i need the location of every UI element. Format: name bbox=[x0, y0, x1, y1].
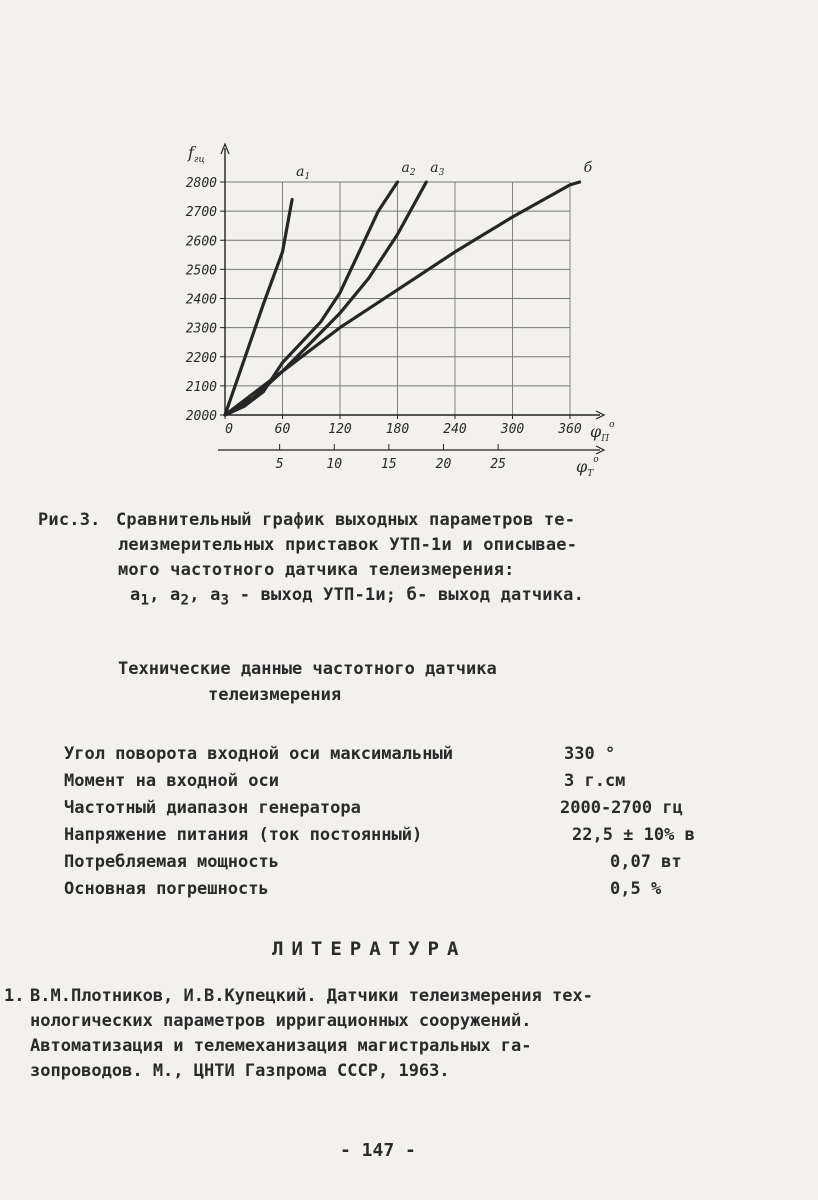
x-secondary-tick-label: 15 bbox=[381, 457, 397, 472]
caption-line-4 bbox=[38, 583, 778, 613]
x-secondary-tick-label: 20 bbox=[435, 457, 452, 472]
series-line-a1 bbox=[225, 200, 292, 416]
y-axis-label: $f_{гц}$ bbox=[188, 143, 205, 165]
y-tick-label: 2800 bbox=[185, 176, 217, 191]
x-secondary-axis-label: $\varphi_Т^o$ bbox=[576, 455, 599, 479]
x-axis-label-superscript: o bbox=[609, 420, 615, 430]
comparison-chart bbox=[160, 130, 630, 490]
specs-heading-line-1: Технические данные частотного датчика bbox=[118, 659, 497, 679]
spec-label: Угол поворота входной оси максимальный bbox=[64, 744, 453, 764]
caption-line-1: Сравнительный график выходных параметров те- bbox=[116, 510, 576, 530]
y-tick-label: 2500 bbox=[185, 263, 217, 279]
chart-axes bbox=[218, 144, 604, 454]
y-tick-label: 2100 bbox=[185, 379, 217, 395]
x-secondary-tick-label: 10 bbox=[326, 457, 343, 472]
spec-row bbox=[64, 825, 764, 852]
reference-line-1: В.М.Плотников, И.В.Купецкий. Датчики телеизмерения тех- bbox=[30, 986, 593, 1006]
spec-label: Напряжение питания (ток постоянный) bbox=[64, 825, 423, 845]
y-axis-label-subscript: гц bbox=[193, 155, 205, 165]
y-tick-label: 2000 bbox=[185, 409, 217, 424]
spec-value: 22,5 ± 10% в bbox=[572, 825, 695, 845]
specs-table bbox=[64, 744, 764, 906]
reference-line-3: Автоматизация и телемеханизация магистральных га- bbox=[30, 1036, 532, 1056]
caption-sep-1: , a bbox=[149, 585, 181, 605]
x-tick-label: 360 bbox=[558, 422, 582, 437]
x-tick-label: 240 bbox=[443, 422, 467, 437]
caption-line-4-rest: - выход УТП-1и; б- выход датчика. bbox=[229, 585, 585, 605]
spec-value: 0,5 % bbox=[610, 879, 662, 899]
spec-row bbox=[64, 798, 764, 825]
x-secondary-axis-label-superscript: o bbox=[593, 455, 599, 465]
spec-value: 330 ° bbox=[564, 744, 616, 764]
spec-label: Частотный диапазон генератора bbox=[64, 798, 361, 818]
spec-row bbox=[64, 771, 764, 798]
series-label-subscript: 3 bbox=[438, 168, 445, 178]
caption-line-2: леизмерительных приставок УТП-1и и описывае- bbox=[118, 535, 578, 555]
spec-row bbox=[64, 879, 764, 906]
spec-row bbox=[64, 744, 764, 771]
spec-value: 0,07 вт bbox=[610, 852, 682, 872]
x-axis-label-subscript: П bbox=[601, 434, 610, 444]
reference-number: 1. bbox=[4, 986, 25, 1006]
x-secondary-tick-label: 5 bbox=[275, 457, 284, 472]
figure-caption bbox=[38, 508, 778, 613]
x-tick-label: 60 bbox=[274, 422, 291, 437]
spec-label: Момент на входной оси bbox=[64, 771, 279, 791]
series-label-subscript: 1 bbox=[304, 172, 311, 182]
x-secondary-tick-labels bbox=[276, 444, 506, 472]
series-label-subscript: 2 bbox=[409, 168, 416, 178]
x-axis-label: $\varphi_П^o$ bbox=[590, 420, 615, 444]
x-tick-label: 300 bbox=[500, 422, 525, 437]
series-label-a1: $a_1$ bbox=[296, 164, 311, 182]
x-tick-label: 120 bbox=[328, 422, 352, 437]
specs-heading-line-2: телеизмерения bbox=[208, 685, 342, 705]
spec-label: Основная погрешность bbox=[64, 879, 269, 899]
y-tick-label: 2400 bbox=[185, 292, 217, 308]
series-label-a2: $a_2$ bbox=[401, 160, 416, 178]
y-tick-label: 2700 bbox=[185, 205, 217, 221]
caption-label: Рис.3. bbox=[38, 510, 101, 530]
reference-line-2: нологических параметров ирригационных сооружений. bbox=[30, 1011, 532, 1031]
spec-value: 2000-2700 гц bbox=[560, 798, 683, 818]
caption-sub-3: 3 bbox=[220, 592, 230, 609]
reference-item bbox=[4, 984, 794, 1084]
literature-heading: ЛИТЕРАТУРА bbox=[272, 938, 467, 960]
spec-label: Потребляемая мощность bbox=[64, 852, 279, 872]
series-label-б: б bbox=[583, 160, 593, 176]
series-label-a3: $a_3$ bbox=[430, 160, 445, 178]
y-tick-label: 2200 bbox=[185, 350, 217, 366]
page-number: - 147 - bbox=[340, 1140, 416, 1161]
x-secondary-axis-label-subscript: Т bbox=[587, 469, 594, 479]
reference-line-4: зопроводов. М., ЦНТИ Газпрома СССР, 1963. bbox=[30, 1061, 450, 1081]
spec-row bbox=[64, 852, 764, 879]
specs-heading bbox=[118, 656, 598, 708]
x-tick-label: 0 bbox=[225, 422, 233, 437]
caption-a-symbol: a bbox=[130, 585, 141, 605]
y-tick-label: 2600 bbox=[185, 234, 217, 250]
x-tick-labels bbox=[225, 415, 582, 437]
caption-sep-2: , a bbox=[189, 585, 221, 605]
y-tick-label: 2300 bbox=[185, 321, 217, 337]
caption-line-3: мого частотного датчика телеизмерения: bbox=[118, 560, 515, 580]
chart-series bbox=[225, 160, 593, 415]
chart-grid bbox=[225, 182, 570, 415]
x-secondary-tick-label: 25 bbox=[490, 457, 506, 472]
caption-sub-2: 2 bbox=[180, 592, 190, 609]
x-tick-label: 180 bbox=[385, 422, 410, 437]
caption-sub-1: 1 bbox=[140, 592, 150, 609]
spec-value: 3 г.см bbox=[564, 771, 626, 791]
y-tick-labels bbox=[186, 176, 225, 424]
